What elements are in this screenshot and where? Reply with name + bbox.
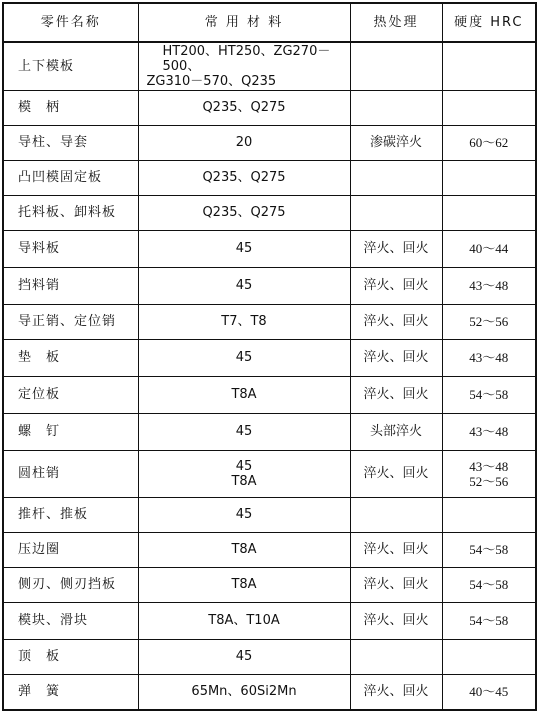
part-name-cell: 螺 钉 xyxy=(3,413,138,450)
material-line: 45 xyxy=(235,278,253,293)
hardness-cell xyxy=(442,376,536,413)
hardness-cell xyxy=(442,602,536,639)
material-line: 45 xyxy=(235,424,253,439)
material-cell xyxy=(138,639,350,674)
hardness-line: 54～58 xyxy=(469,613,509,628)
material-line: T7、T8 xyxy=(221,314,267,329)
heat-treatment-cell: 淬火、回火 xyxy=(350,602,442,639)
heat-treatment-cell: 淬火、回火 xyxy=(350,339,442,376)
hardness-line: 43～48 xyxy=(469,278,509,293)
table-row xyxy=(3,90,536,125)
table-row xyxy=(3,497,536,532)
materials-table xyxy=(2,2,537,711)
material-cell xyxy=(138,195,350,230)
part-name-cell: 定位板 xyxy=(3,376,138,413)
material-line: 65Mn、60Si2Mn xyxy=(191,684,297,699)
material-line: HT200、HT250、ZG270－500、 xyxy=(162,43,331,74)
material-line: ZG310－570、Q235 xyxy=(146,73,277,89)
heat-treatment-cell: 淬火、回火 xyxy=(350,376,442,413)
header-material: 常 用 材 料 xyxy=(138,3,350,42)
part-name-cell: 垫 板 xyxy=(3,339,138,376)
header-heat-treatment: 热处理 xyxy=(350,3,442,42)
heat-treatment-cell xyxy=(350,497,442,532)
hardness-cell xyxy=(442,304,536,339)
part-name-cell: 导料板 xyxy=(3,230,138,267)
part-name-cell: 顶 板 xyxy=(3,639,138,674)
part-name-cell: 推杆、推板 xyxy=(3,497,138,532)
table-row xyxy=(3,413,536,450)
heat-treatment-cell: 渗碳淬火 xyxy=(350,125,442,160)
material-line: T8A、T10A xyxy=(208,613,280,628)
hardness-cell xyxy=(442,450,536,497)
material-line: 45 xyxy=(235,649,253,664)
heat-treatment-cell: 头部淬火 xyxy=(350,413,442,450)
hardness-cell xyxy=(442,567,536,602)
table-row xyxy=(3,125,536,160)
table-row xyxy=(3,674,536,710)
material-cell xyxy=(138,376,350,413)
hardness-cell xyxy=(442,267,536,304)
material-cell xyxy=(138,42,350,90)
table-row xyxy=(3,602,536,639)
table-row xyxy=(3,304,536,339)
part-name-cell: 挡料销 xyxy=(3,267,138,304)
table-row xyxy=(3,567,536,602)
material-line: Q235、Q275 xyxy=(202,170,286,185)
part-name-cell: 凸凹模固定板 xyxy=(3,160,138,195)
material-cell xyxy=(138,413,350,450)
heat-treatment-cell: 淬火、回火 xyxy=(350,450,442,497)
hardness-line: 54～58 xyxy=(469,387,509,402)
material-line: 45 xyxy=(235,350,253,365)
material-cell xyxy=(138,125,350,160)
heat-treatment-cell xyxy=(350,42,442,90)
table-row xyxy=(3,160,536,195)
material-line: 45 xyxy=(235,507,253,522)
material-line: T8A xyxy=(231,577,257,592)
material-cell xyxy=(138,674,350,710)
heat-treatment-cell: 淬火、回火 xyxy=(350,267,442,304)
heat-treatment-cell: 淬火、回火 xyxy=(350,532,442,567)
material-cell xyxy=(138,497,350,532)
part-name-cell: 侧刃、侧刃挡板 xyxy=(3,567,138,602)
part-name-cell: 圆柱销 xyxy=(3,450,138,497)
hardness-cell xyxy=(442,639,536,674)
hardness-line: 60～62 xyxy=(469,135,509,150)
material-line: Q235、Q275 xyxy=(202,205,286,220)
hardness-cell xyxy=(442,532,536,567)
header-part-name: 零件名称 xyxy=(3,3,138,42)
hardness-cell xyxy=(442,230,536,267)
hardness-line: 43～48 xyxy=(469,424,509,439)
table-row xyxy=(3,450,536,497)
material-line: 45 xyxy=(235,241,253,256)
hardness-line: 54～58 xyxy=(469,577,509,592)
heat-treatment-cell xyxy=(350,90,442,125)
heat-treatment-cell: 淬火、回火 xyxy=(350,567,442,602)
material-line: T8A xyxy=(231,387,257,402)
table-row xyxy=(3,230,536,267)
part-name-cell: 模块、滑块 xyxy=(3,602,138,639)
part-name-cell: 上下模板 xyxy=(3,42,138,90)
table-row xyxy=(3,639,536,674)
part-name-cell: 导正销、定位销 xyxy=(3,304,138,339)
table-row xyxy=(3,339,536,376)
hardness-line: 43～48 xyxy=(469,350,509,365)
heat-treatment-cell xyxy=(350,160,442,195)
hardness-cell xyxy=(442,339,536,376)
hardness-cell xyxy=(442,413,536,450)
table-row xyxy=(3,267,536,304)
part-name-cell: 托料板、卸料板 xyxy=(3,195,138,230)
material-cell xyxy=(138,160,350,195)
hardness-cell xyxy=(442,125,536,160)
table-row xyxy=(3,376,536,413)
table-row xyxy=(3,532,536,567)
part-name-cell: 压边圈 xyxy=(3,532,138,567)
hardness-cell xyxy=(442,160,536,195)
hardness-cell xyxy=(442,90,536,125)
material-cell xyxy=(138,450,350,497)
table-row xyxy=(3,195,536,230)
material-cell xyxy=(138,230,350,267)
header-row xyxy=(3,3,536,42)
heat-treatment-cell: 淬火、回火 xyxy=(350,230,442,267)
hardness-cell xyxy=(442,42,536,90)
part-name-cell: 导柱、导套 xyxy=(3,125,138,160)
table-body xyxy=(3,42,536,710)
material-line: Q235、Q275 xyxy=(202,100,286,115)
hardness-line: 52～56 xyxy=(469,473,509,489)
part-name-cell: 弹 簧 xyxy=(3,674,138,710)
table-row xyxy=(3,42,536,90)
heat-treatment-cell: 淬火、回火 xyxy=(350,304,442,339)
material-cell xyxy=(138,267,350,304)
material-line: T8A xyxy=(231,542,257,557)
material-cell xyxy=(138,304,350,339)
hardness-cell xyxy=(442,674,536,710)
material-cell xyxy=(138,339,350,376)
hardness-cell xyxy=(442,195,536,230)
heat-treatment-cell xyxy=(350,195,442,230)
hardness-line: 43～48 xyxy=(469,458,509,474)
material-cell xyxy=(138,90,350,125)
hardness-line: 40～45 xyxy=(469,684,509,699)
header-hardness: 硬度 HRC xyxy=(442,3,536,42)
material-cell xyxy=(138,567,350,602)
hardness-line: 52～56 xyxy=(469,314,509,329)
material-line: T8A xyxy=(231,473,257,489)
material-cell xyxy=(138,532,350,567)
hardness-cell xyxy=(442,497,536,532)
hardness-line: 54～58 xyxy=(469,542,509,557)
heat-treatment-cell xyxy=(350,639,442,674)
material-line: 45 xyxy=(235,458,253,474)
material-cell xyxy=(138,602,350,639)
part-name-cell: 模 柄 xyxy=(3,90,138,125)
material-line: 20 xyxy=(235,135,253,150)
heat-treatment-cell: 淬火、回火 xyxy=(350,674,442,710)
hardness-line: 40～44 xyxy=(469,241,509,256)
